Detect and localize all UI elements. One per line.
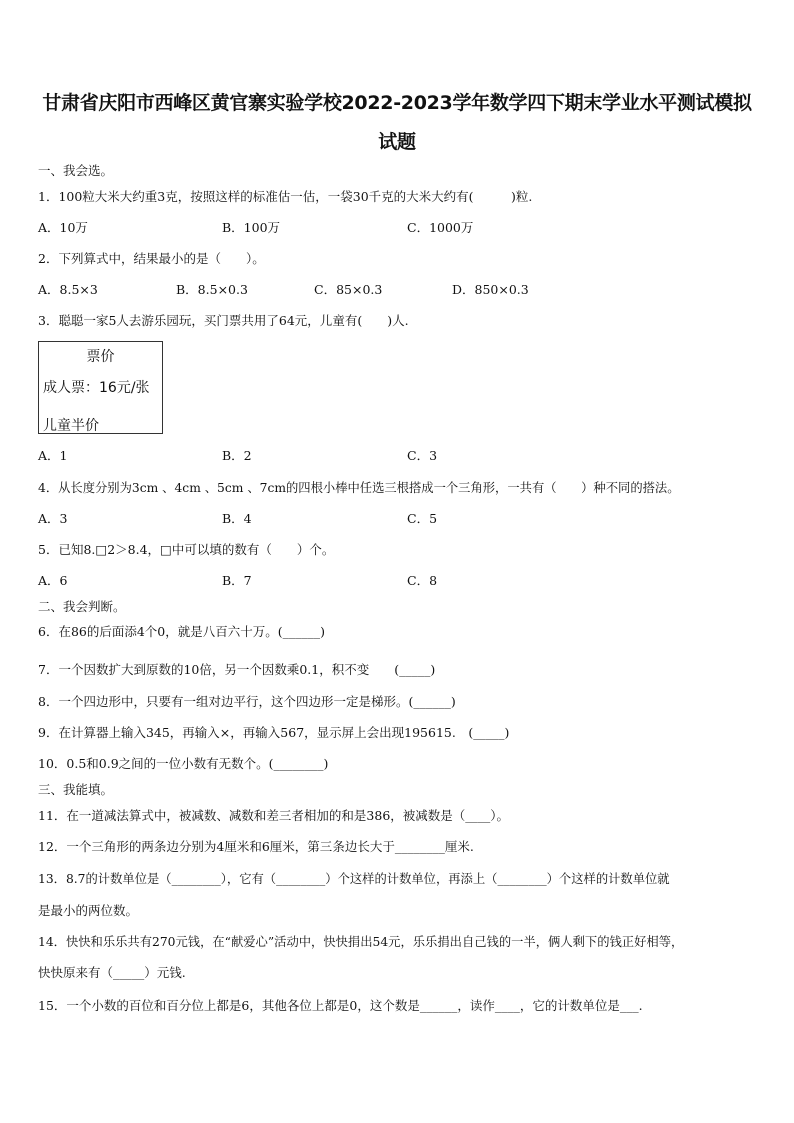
q3-option-a: A．1 (38, 448, 68, 463)
question-9: 9．在计算器上输入345，再输入×，再输入567，显示屏上会出现195615. (_____) (38, 725, 510, 740)
q1-option-a: A．10万 (38, 220, 88, 235)
q4-option-a: A．3 (38, 511, 68, 526)
q3-option-b: B．2 (222, 448, 252, 463)
question-10: 10．0.5和0.9之间的一位小数有无数个。(________) (38, 756, 329, 771)
question-2: 2．下列算式中，结果最小的是（ ）。 (38, 251, 265, 266)
question-1: 1．100粒大米大约重3克，按照这样的标准估一估，一袋30千克的大米大约有( )粒. (38, 189, 533, 204)
section-heading-judge: 二、我会判断。 (38, 599, 126, 614)
question-7: 7．一个因数扩大到原数的10倍，另一个因数乘0.1，积不变 (_____) (38, 662, 436, 677)
exam-title-line2: 试题 (378, 131, 416, 153)
q1-option-c: C．1000万 (407, 220, 474, 235)
question-8: 8．一个四边形中，只要有一组对边平行，这个四边形一定是梯形。(______) (38, 694, 456, 709)
question-13-line1: 13．8.7的计数单位是（________），它有（________）个这样的计数单位，再添上（________）个这样的计数单位就 (38, 872, 670, 886)
q5-option-a: A．6 (38, 573, 68, 588)
question-6: 6．在86的后面添4个0，就是八百六十万。(______) (38, 624, 326, 639)
q3-option-c: C．3 (407, 448, 438, 463)
ticket-price-box (38, 341, 163, 434)
question-5: 5．已知8.□2＞8.4，□中可以填的数有（ ）个。 (38, 542, 335, 557)
q4-option-c: C．5 (407, 511, 438, 526)
ticket-adult-price: 成人票：16元/张 (43, 380, 150, 396)
ticket-header: 票价 (86, 349, 115, 365)
question-4: 4．从长度分别为3cm 、4cm 、5cm 、7cm的四根小棒中任选三根搭成一个三角形，一共有（ ）种不同的搭法。 (38, 481, 680, 495)
q2-option-c: C．85×0.3 (314, 282, 383, 297)
q2-option-d: D．850×0.3 (452, 282, 529, 297)
question-15: 15．一个小数的百位和百分位上都是6，其他各位上都是0，这个数是______，读作____，它的计数单位是___. (38, 998, 643, 1013)
q1-option-b: B．100万 (222, 220, 281, 235)
question-12: 12．一个三角形的两条边分别为4厘米和6厘米，第三条边长大于________厘米. (38, 839, 474, 854)
q2-option-a: A．8.5×3 (38, 282, 98, 297)
ticket-child-price: 儿童半价 (43, 418, 99, 434)
q2-option-b: B．8.5×0.3 (176, 282, 248, 297)
question-3: 3．聪聪一家5人去游乐园玩，买门票共用了64元，儿童有( )人. (38, 313, 409, 328)
q5-option-b: B．7 (222, 573, 252, 588)
question-14-line2: 快快原来有（_____）元钱. (38, 965, 186, 980)
exam-title-line1: 甘肃省庆阳市西峰区黄官寨实验学校2022-2023学年数学四下期末学业水平测试模拟 (42, 92, 752, 114)
question-14-line1: 14．快快和乐乐共有270元钱，在“献爱心”活动中，快快捐出54元，乐乐捐出自己钱的一半，俩人剩下的钱正好相等， (38, 935, 684, 949)
q4-option-b: B．4 (222, 511, 252, 526)
section-heading-choice: 一、我会选。 (38, 163, 114, 178)
q5-option-c: C．8 (407, 573, 438, 588)
question-11: 11．在一道减法算式中，被减数、减数和差三者相加的和是386，被减数是（____）。 (38, 808, 510, 823)
question-13-line2: 是最小的两位数。 (38, 903, 139, 918)
section-heading-fill: 三、我能填。 (38, 782, 114, 797)
